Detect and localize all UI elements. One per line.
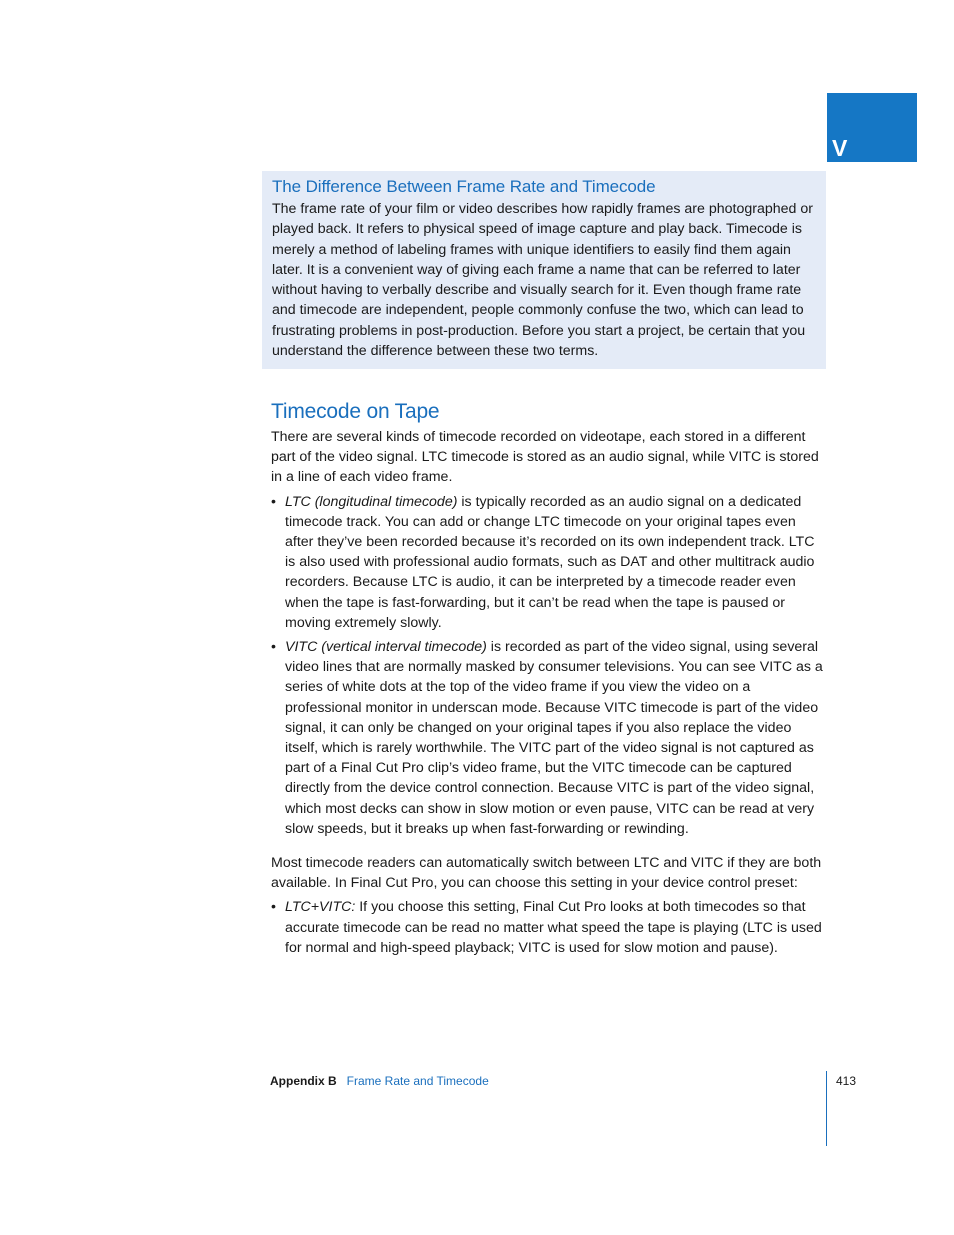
desc-ltc-vitc: If you choose this setting, Final Cut Pro looks at both timecodes so that accurate timecode can be read no matter what speed the tape is playing (LTC is used for normal and high-speed playback; VITC is used for slow motion and pause).	[285, 899, 822, 956]
list-item-ltc-vitc	[271, 897, 826, 958]
bullet-icon: •	[271, 639, 276, 656]
sidebar-note	[262, 171, 826, 369]
page-footer	[270, 1073, 489, 1089]
section-timecode-on-tape	[271, 398, 826, 962]
note-title: The Difference Between Frame Rate and Timecode	[272, 177, 656, 196]
list-item-vitc	[271, 637, 826, 839]
chapter-tab-letter: V	[832, 135, 848, 161]
page-number: 413	[836, 1074, 857, 1088]
term-ltc: LTC (longitudinal timecode)	[285, 493, 458, 510]
footer-chapter-title: Frame Rate and Timecode	[346, 1074, 489, 1088]
section-heading: Timecode on Tape	[271, 400, 440, 423]
term-vitc: VITC (vertical interval timecode)	[285, 639, 487, 656]
footer-divider	[826, 1071, 827, 1146]
preset-options-list	[271, 897, 826, 958]
desc-ltc: is typically recorded as an audio signal on a dedicated timecode track. You can add or change LTC timecode on your original tapes even after they’ve been recorded because it’s recorded on its own independent track. LTC is also used with professional audio formats, such as DAT and other multitrack audio recorders. Because LTC is audio, it can be interpreted by a timecode reader even when the tape is fast-forwarding, but it can’t be read when the tape is paused or moving extremely slowly.	[285, 493, 815, 631]
section-para-2: Most timecode readers can automatically switch between LTC and VITC if they are both available. In Final Cut Pro, you can choose this setting in your device control preset:	[271, 855, 822, 892]
timecode-types-list	[271, 492, 826, 839]
chapter-tab	[827, 93, 917, 162]
desc-vitc: is recorded as part of the video signal, using several video lines that are normally masked by consumer televisions. You can see VITC as a series of white dots at the top of the video frame if you view the video on a professional monitor in underscan mode. Because VITC timecode is part of the video signal, it can only be changed on your original tapes if you also replace the video itself, which is rarely worthwhile. The VITC part of the video signal is not captured as part of a Final Cut Pro clip’s video frame, but the VITC timecode can be captured directly from the device control connection. Because VITC is part of the video signal, which most decks can show in slow motion or even pause, VITC can be read at very slow speeds, but it breaks up when fast-forwarding or rewinding.	[285, 639, 823, 837]
bullet-icon: •	[271, 493, 276, 510]
list-item-ltc	[271, 492, 826, 633]
section-intro: There are several kinds of timecode recorded on videotape, each stored in a different part of the video signal. LTC timecode is stored as an audio signal, while VITC is stored in a line of each video frame.	[271, 429, 819, 486]
term-ltc-vitc: LTC+VITC:	[285, 899, 356, 916]
note-body: The frame rate of your film or video describes how rapidly frames are photographed or played back. It refers to physical speed of image capture and play back. Timecode is merely a method of labeling frames with unique identifiers to easily find them again later. It is a convenient way of giving each frame a name that can be referred to later without having to verbally describe and visually search for it. Even though frame rate and timecode are independent, people commonly confuse the two, which can lead to frustrating problems in post-production. Before you start a project, be certain that you understand the difference between these two terms.	[272, 201, 813, 360]
footer-appendix: Appendix B	[270, 1074, 337, 1088]
bullet-icon: •	[271, 899, 276, 916]
